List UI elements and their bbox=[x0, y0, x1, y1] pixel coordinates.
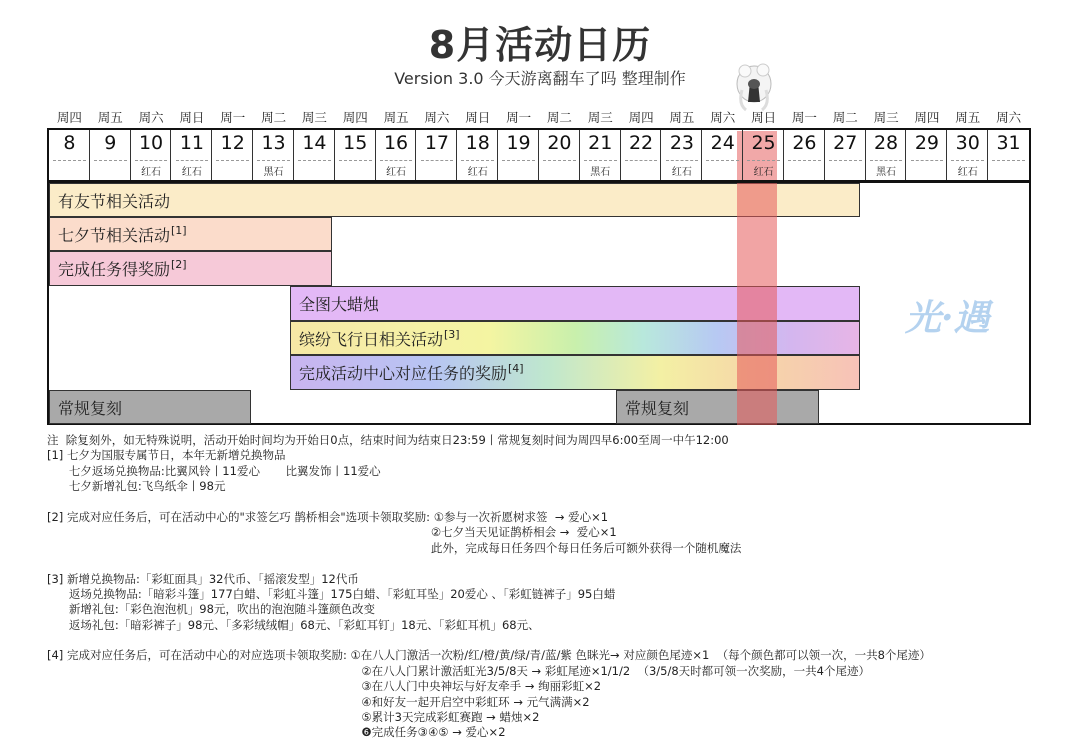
day-number: 30 bbox=[955, 132, 980, 154]
weekday-label: 周五 bbox=[669, 110, 695, 125]
event-label: 完成活动中心对应任务的奖励 bbox=[299, 364, 508, 383]
day-number: 29 bbox=[914, 132, 939, 154]
day-cell-dash bbox=[951, 160, 984, 161]
day-number: 17 bbox=[424, 132, 449, 154]
note-line: 返场礼包:「暗彩裤子」98元、「多彩绒绒帽」68元、「彩虹耳钉」18元、「彩虹耳机」68元、 bbox=[47, 617, 540, 632]
weekday-label: 周四 bbox=[628, 110, 654, 125]
weekday-label: 周四 bbox=[56, 110, 82, 125]
note-line: 七夕新增礼包:飞鸟纸伞丨98元 bbox=[47, 479, 226, 494]
day-cell-dash bbox=[421, 160, 454, 161]
day-number: 18 bbox=[465, 132, 490, 154]
note-line bbox=[47, 556, 931, 571]
weekday-label: 周二 bbox=[546, 110, 572, 125]
note-line: [3] 新增兑换物品:「彩虹面具」32代币、「摇滚发型」12代币 bbox=[47, 571, 359, 586]
page-subtitle: Version 3.0 今天游离翻车了吗 整理制作 bbox=[394, 69, 686, 88]
day-cell-dash bbox=[94, 160, 127, 161]
day-note: 红石 bbox=[386, 167, 407, 178]
day-cell-dash bbox=[257, 160, 290, 161]
event-label: 常规复刻 bbox=[58, 398, 123, 418]
weekday-label: 周二 bbox=[261, 110, 287, 125]
event-label: 有友节相关活动 bbox=[58, 191, 171, 211]
weekday-label: 周三 bbox=[873, 110, 899, 125]
day-number: 20 bbox=[547, 132, 572, 154]
event-label: 常规复刻 bbox=[625, 398, 690, 418]
day-note: 红石 bbox=[957, 167, 978, 178]
weekday-label: 周一 bbox=[220, 110, 246, 125]
weekday-label: 周六 bbox=[138, 110, 164, 125]
note-line: 七夕返场兑换物品:比翼风铃丨11爱心 比翼发饰丨11爱心 bbox=[47, 463, 381, 478]
event-label: 全图大蜡烛 bbox=[299, 295, 380, 314]
day-number: 23 bbox=[669, 132, 694, 154]
note-line: ②七夕当天见证鹊桥相会 → 爱心×1 bbox=[47, 525, 617, 540]
event-label: 缤纷飞行日相关活动 bbox=[299, 329, 444, 349]
day-note: 红石 bbox=[181, 167, 202, 178]
day-number: 13 bbox=[261, 132, 286, 154]
weekday-label: 周三 bbox=[587, 110, 613, 125]
today-column-highlight bbox=[737, 183, 777, 425]
day-cell-dash bbox=[706, 160, 739, 161]
day-number: 16 bbox=[383, 132, 409, 154]
event-label: 完成任务得奖励 bbox=[58, 260, 171, 279]
day-note: 黑石 bbox=[263, 167, 284, 178]
day-number: 25 bbox=[751, 132, 776, 154]
day-number: 28 bbox=[873, 132, 899, 154]
footnote-ref: [4] bbox=[508, 362, 524, 375]
day-number: 8 bbox=[63, 132, 76, 154]
day-cell-dash bbox=[53, 160, 86, 161]
day-note: 红石 bbox=[141, 167, 162, 178]
day-number: 24 bbox=[710, 132, 735, 154]
note-line: ②在八人门累计激活虹光3/5/8天 → 彩虹尾迹×1/1/2 （3/5/8天时都可领一次奖励，一共4个尾迹） bbox=[47, 663, 870, 678]
day-cell-dash bbox=[829, 160, 862, 161]
day-cell-dash bbox=[502, 160, 535, 161]
day-number: 26 bbox=[792, 132, 817, 154]
page-title: 8月活动日历 bbox=[428, 23, 652, 67]
day-cell-dash bbox=[747, 160, 780, 161]
footnote-ref: [3] bbox=[444, 327, 460, 341]
note-line: [4] 完成对应任务后，可在活动中心的对应选项卡领取奖励: ①在八人门激活一次粉/红/橙/黄/绿/青/蓝/紫 色眯光→ 对应颜色尾迹×1 （每个颜色都可以领一次，一共8个尾迹） bbox=[47, 648, 931, 663]
day-cell-dash bbox=[992, 160, 1025, 161]
day-number: 22 bbox=[628, 132, 654, 154]
weekday-label: 周六 bbox=[996, 110, 1022, 125]
day-note: 红石 bbox=[753, 167, 774, 178]
weekday-label: 周日 bbox=[751, 110, 777, 125]
note-line bbox=[47, 633, 931, 648]
event-bar-rerun-2 bbox=[616, 390, 819, 424]
note-line: [1] 七夕为国服专属节日，本年无新增兑换物品 bbox=[47, 448, 286, 463]
event-bar-task-reward-1 bbox=[49, 251, 332, 286]
note-line: ⑤累计3天完成彩虹赛跑 → 蜡烛×2 bbox=[47, 710, 540, 725]
note-line: 注 除复刻外，如无特殊说明，活动开始时间均为开始日0点，结束时间为结束日23:59丨常规复刻时间为周四早6:00至周一中午12:00 bbox=[47, 433, 729, 447]
day-number: 10 bbox=[138, 132, 164, 154]
weekday-label: 周四 bbox=[914, 110, 940, 125]
note-line: 此外，完成每日任务四个每日任务后可额外获得一个随机魔法 bbox=[47, 540, 742, 555]
day-cell-dash bbox=[666, 160, 699, 161]
day-number: 14 bbox=[302, 132, 327, 154]
day-cell-dash bbox=[298, 160, 331, 161]
day-number: 15 bbox=[343, 132, 368, 154]
weekday-label: 周日 bbox=[465, 110, 491, 125]
day-number: 12 bbox=[220, 132, 245, 154]
note-line: ④和好友一起开启空中彩虹环 → 元气满满×2 bbox=[47, 694, 590, 709]
day-cell-dash bbox=[216, 160, 249, 161]
day-number: 27 bbox=[833, 132, 858, 154]
day-note: 红石 bbox=[671, 167, 692, 178]
day-cell-dash bbox=[625, 160, 658, 161]
weekday-label: 周四 bbox=[342, 110, 368, 125]
weekday-label: 周一 bbox=[791, 110, 817, 125]
day-cell-dash bbox=[911, 160, 944, 161]
day-number: 21 bbox=[588, 132, 613, 154]
note-line: [2] 完成对应任务后，可在活动中心的"求签乞巧 鹊桥相会"选项卡领取奖励: ①参与一次祈愿树求签 → 爱心×1 bbox=[47, 509, 609, 524]
day-cell-dash bbox=[870, 160, 903, 161]
note-line: ③在八人门中央神坛与好友牵手 → 绚丽彩虹×2 bbox=[47, 679, 602, 694]
day-cell-dash bbox=[339, 160, 372, 161]
day-note: 黑石 bbox=[876, 167, 897, 178]
event-bar-rerun-1 bbox=[49, 390, 251, 424]
weekday-label: 周日 bbox=[179, 110, 205, 125]
day-cell-dash bbox=[543, 160, 576, 161]
weekday-label: 周一 bbox=[506, 110, 532, 125]
day-cell-dash bbox=[584, 160, 617, 161]
weekday-label: 周五 bbox=[97, 110, 123, 125]
notes-section bbox=[47, 433, 931, 741]
note-line bbox=[47, 495, 931, 510]
day-cell-dash bbox=[176, 160, 209, 161]
watermark-logo: 光·遇 bbox=[905, 297, 990, 339]
day-cell-dash bbox=[135, 160, 168, 161]
footnote-ref: [2] bbox=[171, 258, 187, 271]
event-label: 七夕节相关活动 bbox=[58, 225, 171, 245]
event-bar-qixi bbox=[49, 217, 332, 251]
weekday-label: 周五 bbox=[955, 110, 981, 125]
weekday-label: 周三 bbox=[301, 110, 327, 125]
weekday-label: 周五 bbox=[383, 110, 409, 125]
day-cell-dash bbox=[461, 160, 494, 161]
note-line: 新增礼包:「彩色泡泡机」98元，吹出的泡泡随斗篷颜色改变 bbox=[47, 602, 375, 617]
day-number: 11 bbox=[179, 132, 204, 154]
day-cell-dash bbox=[380, 160, 413, 161]
day-note: 黑石 bbox=[590, 167, 611, 178]
note-line: 返场兑换物品:「暗彩斗篷」177白蜡、「彩虹斗篷」175白蜡、「彩虹耳坠」20爱心 、「彩虹链裤子」95白蜡 bbox=[47, 586, 616, 601]
note-line: ❻完成任务③④⑤ → 爱心×2 bbox=[47, 725, 506, 740]
day-number: 19 bbox=[506, 132, 531, 154]
day-cell-dash bbox=[788, 160, 821, 161]
footnote-ref: [1] bbox=[171, 223, 187, 237]
day-number: 9 bbox=[104, 132, 117, 154]
weekday-label: 周二 bbox=[832, 110, 858, 125]
day-note: 红石 bbox=[467, 167, 488, 178]
day-number: 31 bbox=[996, 132, 1021, 154]
weekday-label: 周六 bbox=[424, 110, 450, 125]
weekday-label: 周六 bbox=[710, 110, 736, 125]
